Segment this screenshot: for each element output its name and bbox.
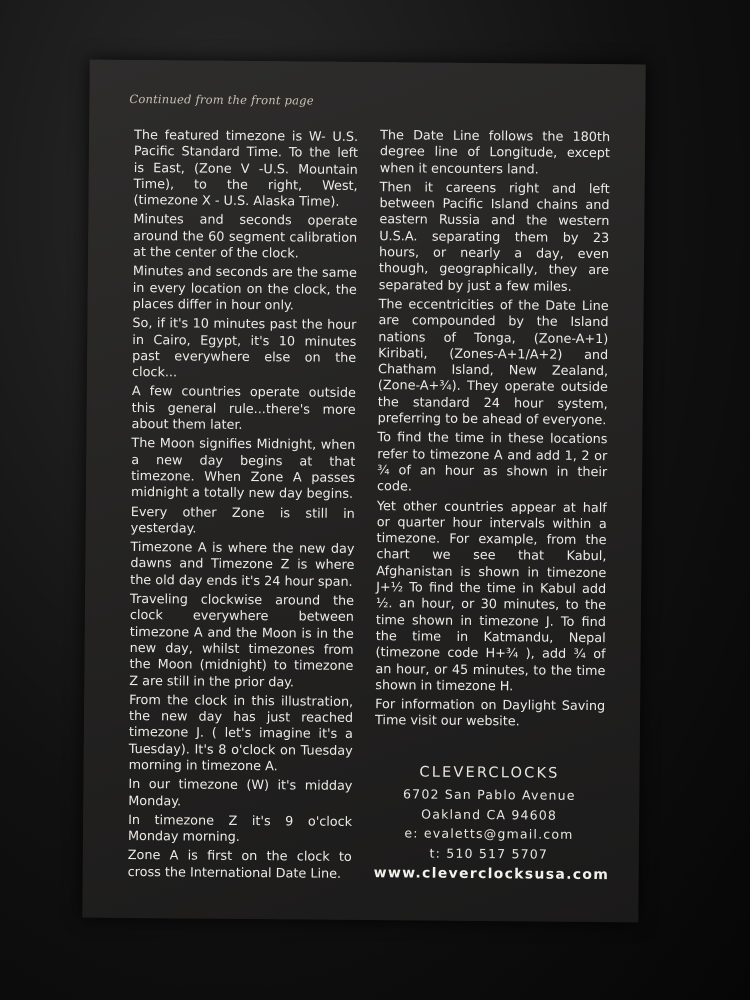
paragraph: The Moon signifies Midnight, when a new day begins at that timezone. When Zone A passes midnight a totally new day begins. bbox=[130, 436, 356, 503]
company-email[interactable]: e: evaletts@gmail.com bbox=[404, 825, 574, 842]
company-block bbox=[373, 764, 610, 884]
paragraph: The Date Line follows the 180th degree line of Longitude, except when it encounters land. bbox=[379, 128, 611, 178]
company-phone[interactable]: t: 510 517 5707 bbox=[429, 845, 549, 862]
right-column bbox=[375, 128, 610, 735]
paragraph: Yet other countries appear at half or quarter hour intervals within a timezone. For example, from the chart we see that Kabul, Afghanistan is shown in timezone J+½ To find the time in Kabul add ½. an hour, or 30 minutes, to the time shown in timezone J. To find the time in Katmandu, Nepal (timezone code H+¾ ), add ¾ of an hour, or 45 minutes, to the time shown in timezone H. bbox=[375, 498, 607, 695]
paragraph: Minutes and seconds operate around the 60 segment calibration at the center of the clock. bbox=[133, 212, 358, 262]
paragraph: From the clock in this illustration, the new day has just reached timezone J. ( let's imagine it's a Tuesday). It's 8 o'clock on Tuesday morning in timezone A. bbox=[128, 692, 354, 775]
info-card bbox=[82, 60, 645, 923]
paragraph: The featured timezone is W- U.S. Pacific Standard Time. To the left is East, (Zone V -U.S. Mountain Time), to the right, West, (timezone X - U.S. Alaska Time). bbox=[133, 127, 359, 210]
paragraph: To find the time in these locations refer to timezone A and add 1, 2 or ¾ of an hour as shown in their code. bbox=[376, 430, 608, 495]
paragraph: For information on Daylight Saving Time visit our website. bbox=[374, 697, 606, 730]
company-website-link[interactable]: www.cleverclocksusa.com bbox=[373, 865, 610, 884]
paragraph: Every other Zone is still in yesterday. bbox=[130, 504, 355, 537]
paragraph: So, if it's 10 minutes past the hour in Cairo, Egypt, it's 10 minutes past everywhere else on the clock... bbox=[131, 316, 357, 381]
company-name: CLEVERCLOCKS bbox=[419, 764, 560, 782]
paragraph: The eccentricities of the Date Line are compounded by the Island nations of Tonga, (Zone-A+1) Kiribati, (Zones-A+1/A+2) and Chatham Island, New Zealand, (Zone-A+¾). They operate outside the standard 24 hour system, preferring to be ahead of everyone. bbox=[377, 297, 609, 429]
company-street: 6702 San Pablo Avenue bbox=[402, 786, 576, 803]
continued-note: Continued from the front page bbox=[129, 91, 314, 108]
company-city: Oakland CA 94608 bbox=[421, 806, 558, 823]
paragraph: Then it careens right and left between Pacific Island chains and eastern Russia and the western U.S.A. separating them by 23 hours, or nearly a day, even though, geographically, they are separated by just a few miles. bbox=[378, 180, 610, 295]
paragraph: Zone A is first on the clock to cross the International Date Line. bbox=[127, 848, 352, 882]
left-column bbox=[128, 128, 359, 886]
paragraph: In our timezone (W) it's midday Monday. bbox=[128, 777, 353, 809]
paragraph: In timezone Z it's 9 o'clock Monday morning. bbox=[127, 812, 353, 846]
paragraph: Minutes and seconds are the same in every location on the clock, the places differ in hour only. bbox=[132, 264, 357, 314]
paragraph: Timezone A is where the new day dawns and Timezone Z is where the old day ends it's 24 hour span. bbox=[130, 540, 355, 590]
paragraph: Traveling clockwise around the clock everywhere between timezone A and the Moon is in the new day, whilst timezones from the Moon (midnight) to timezone Z are still in the prior day. bbox=[129, 591, 355, 690]
paragraph: A few countries operate outside this general rule...there's more about them later. bbox=[131, 384, 356, 433]
